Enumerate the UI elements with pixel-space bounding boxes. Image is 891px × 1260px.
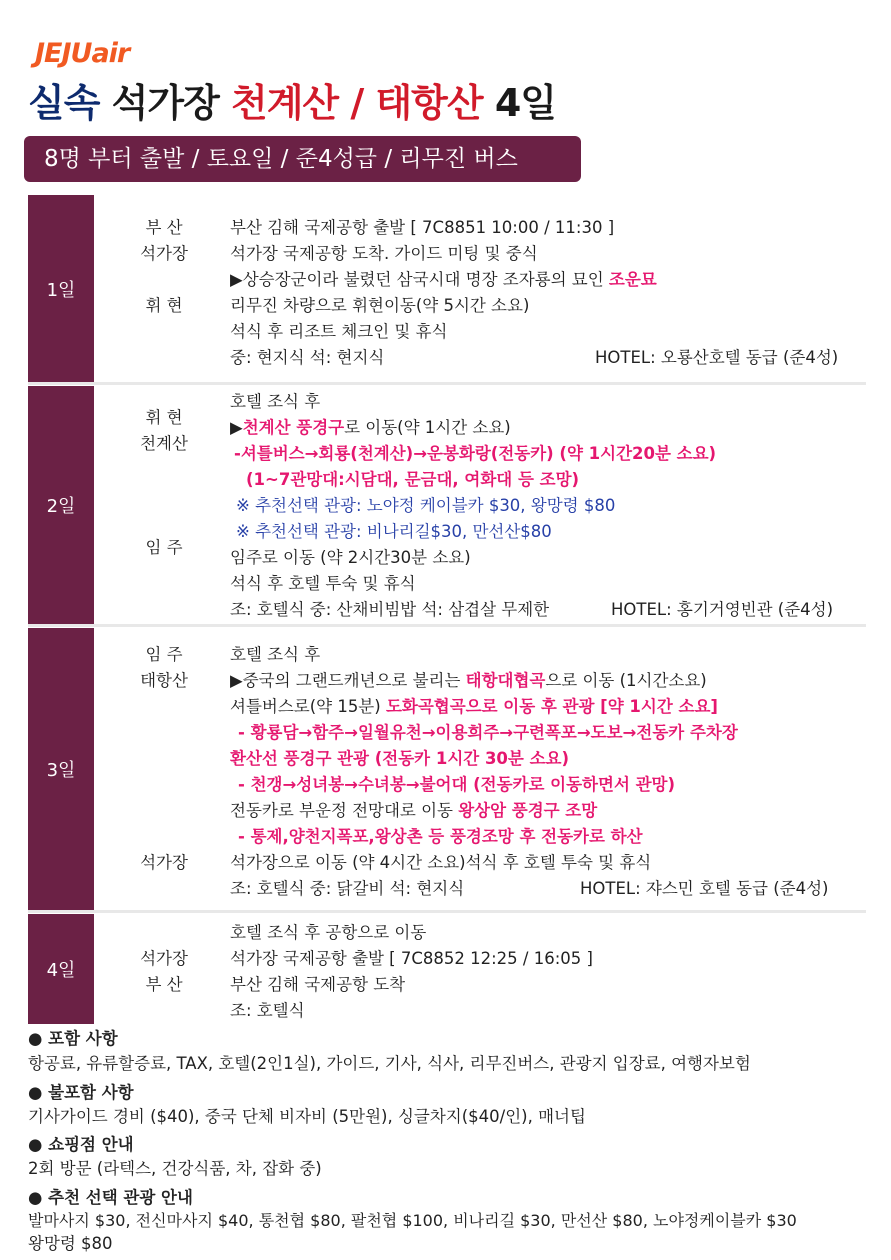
itinerary-line: 호텔 조식 후: [230, 392, 321, 411]
place-name: 임 주: [145, 645, 183, 664]
optional-tours-text: 왕망령 $80: [28, 1234, 113, 1253]
excluded-text: 기사가이드 경비 ($40), 중국 단체 비자비 (5만원), 싱글차지($40/인), 매너팁: [28, 1107, 586, 1126]
itinerary-line: (1~7관망대:시담대, 문금대, 여화대 등 조망): [246, 470, 580, 489]
hotel-line: HOTEL: 오룡산호텔 동급 (준4성): [595, 348, 839, 367]
place-column: [124, 914, 204, 1024]
day-row-2: [28, 386, 866, 624]
title-part-3: 천계산 / 태항산: [231, 81, 483, 125]
line-text: ▶: [230, 418, 243, 437]
place-name: 천계산: [140, 434, 188, 453]
shopping-text: 2회 방문 (라텍스, 건강식품, 차, 잡화 중): [28, 1159, 322, 1178]
itinerary-line: 환산선 풍경구 관광 (전동카 1시간 30분 소요): [230, 749, 570, 768]
hotel-line: HOTEL: 홍기거영빈관 (준4성): [611, 600, 834, 619]
itinerary-line: 석가장 국제공항 도착. 가이드 미팅 및 중식: [230, 244, 538, 263]
itinerary-line: -셔틀버스→회룡(천계산)→운봉화랑(전동카) (약 1시간20분 소요): [234, 444, 717, 463]
tour-summary-banner: 8명 부터 출발 / 토요일 / 준4성급 / 리무진 버스: [24, 136, 581, 182]
place-column: [124, 195, 204, 382]
day-label: 2일: [28, 386, 94, 624]
highlight-text: 태항대협곡: [465, 671, 546, 690]
day-row-1: [28, 195, 866, 382]
day-label: 1일: [28, 195, 94, 382]
itinerary-line: 석가장 국제공항 출발 [ 7C8852 12:25 / 16:05 ]: [230, 949, 593, 968]
place-name: 휘 현: [145, 296, 183, 315]
itinerary-line: [230, 266, 657, 290]
place-name: 석가장: [140, 949, 188, 968]
optional-tours-text: 발마사지 $30, 전신마사지 $40, 통천협 $80, 팔천협 $100, 비나리길 $30, 만선산 $80, 노야정케이블카 $30: [28, 1211, 797, 1230]
title-part-1: 실속: [28, 81, 100, 125]
included-title: ● 포함 사항: [28, 1029, 118, 1048]
shopping-title: ● 쇼핑점 안내: [28, 1135, 134, 1154]
itinerary-line: [230, 414, 511, 438]
title-part-4: 4일: [494, 81, 556, 125]
title-part-2: 석가장: [111, 81, 219, 125]
optional-tours-title: ● 추천 선택 관광 안내: [28, 1188, 193, 1207]
day-label: 4일: [28, 914, 94, 1024]
meals-line: 조: 호텔식 중: 산채비빔밥 석: 삼겹살 무제한: [230, 600, 550, 619]
itinerary-line: 석식 후 호텔 투숙 및 휴식: [230, 574, 416, 593]
itinerary-line: 부산 김해 국제공항 도착: [230, 975, 406, 994]
meals-line: 조: 호텔식: [230, 1001, 305, 1020]
hotel-line: HOTEL: 쟈스민 호텔 동급 (준4성): [580, 879, 829, 898]
place-column: [124, 386, 204, 624]
itinerary-line: - 통제,양천지폭포,왕상촌 등 풍경조망 후 전동카로 하산: [238, 827, 643, 846]
included-text: 항공료, 유류할증료, TAX, 호텔(2인1실), 가이드, 기사, 식사, 리무진버스, 관광지 입장료, 여행자보험: [28, 1054, 751, 1073]
day-row-4: [28, 914, 866, 1024]
place-name: 부 산: [145, 975, 183, 994]
itinerary-line: 임주로 이동 (약 2시간30분 소요): [230, 548, 471, 567]
day-label: 3일: [28, 628, 94, 910]
place-name: 임 주: [145, 538, 183, 557]
itinerary-line: 호텔 조식 후: [230, 645, 321, 664]
place-name: 태항산: [140, 671, 188, 690]
highlight-text: 도화곡협곡으로 이동 후 관광 [약 1시간 소요]: [385, 697, 718, 716]
place-name: 부 산: [145, 218, 183, 237]
itinerary-line: 석가장으로 이동 (약 4시간 소요)석식 후 호텔 투숙 및 휴식: [230, 853, 652, 872]
itinerary-line: [230, 693, 718, 717]
jejuair-logo: JEJUair: [35, 38, 130, 69]
line-text: 전동카로 부운정 전망대로 이동: [230, 801, 459, 820]
highlight-text: 천계산 풍경구: [242, 418, 345, 437]
option-line: ※ 추천선택 관광: 비나리길$30, 만선산$80: [236, 522, 552, 541]
line-text: ▶중국의 그랜드캐년으로 불리는: [230, 671, 466, 690]
highlight-text: 조운묘: [608, 270, 657, 289]
row-divider: [28, 624, 866, 627]
itinerary-line: [230, 667, 707, 691]
line-text: ▶상승장군이라 불렸던 삼국시대 명장 조자룡의 묘인: [230, 270, 609, 289]
itinerary-line: [230, 797, 597, 821]
row-divider: [28, 382, 866, 385]
line-text: 로 이동(약 1시간 소요): [344, 418, 511, 437]
row-divider: [28, 910, 866, 913]
option-line: ※ 추천선택 관광: 노야정 케이블카 $30, 왕망령 $80: [236, 496, 616, 515]
itinerary-line: - 천갱→성녀봉→수녀봉→불어대 (전동카로 이동하면서 관망): [238, 775, 676, 794]
itinerary-line: 리무진 차량으로 휘현이동(약 5시간 소요): [230, 296, 530, 315]
place-name: 석가장: [140, 853, 188, 872]
line-text: 으로 이동 (1시간소요): [545, 671, 707, 690]
itinerary-line: 부산 김해 국제공항 출발 [ 7C8851 10:00 / 11:30 ]: [230, 218, 615, 237]
itinerary-line: - 황룡담→함주→일월유천→이용희주→구련폭포→도보→전동카 주차장: [238, 723, 738, 742]
itinerary-line: 석식 후 리조트 체크인 및 휴식: [230, 322, 448, 341]
place-column: [124, 628, 204, 910]
excluded-title: ● 불포함 사항: [28, 1083, 134, 1102]
line-text: 셔틀버스로(약 15분): [230, 697, 386, 716]
meals-line: 중: 현지식 석: 현지식: [230, 348, 385, 367]
day-row-3: [28, 628, 866, 910]
page-title: [28, 72, 556, 127]
itinerary-line: 호텔 조식 후 공항으로 이동: [230, 923, 427, 942]
place-name: 석가장: [140, 244, 188, 263]
highlight-text: 왕상암 풍경구 조망: [458, 801, 598, 820]
meals-line: 조: 호텔식 중: 닭갈비 석: 현지식: [230, 879, 465, 898]
place-name: 휘 현: [145, 408, 183, 427]
